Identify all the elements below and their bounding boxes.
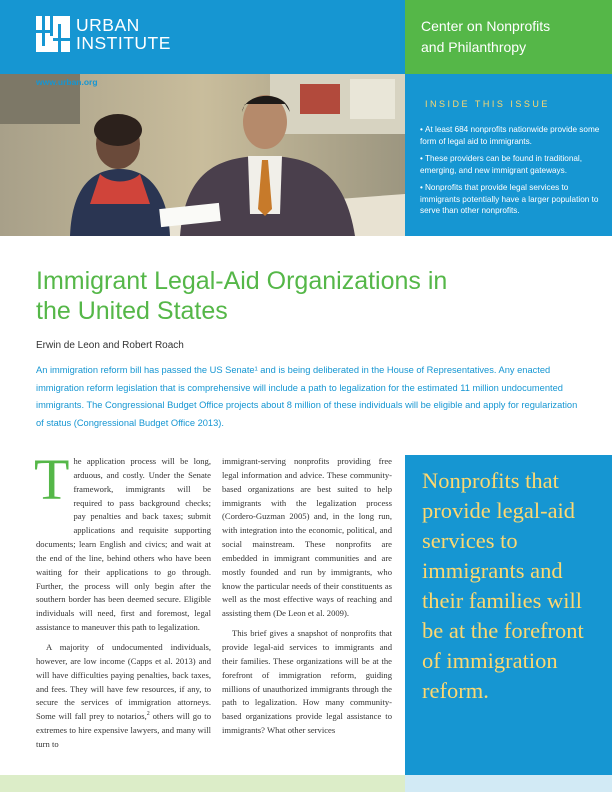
- paragraph: [36, 641, 211, 752]
- authors: Erwin de Leon and Robert Roach: [36, 340, 184, 351]
- abstract: An immigration reform bill has passed the US Senate¹ and is being deliberated in the House of Representatives. Any enacted immigration reform legislation that is comprehensive will include a path to legalization for the estimated 11 million undocumented immigrants. The Congressional Budget Office projects about 8 million of these individuals will be eligible and apply for regularization of status (Congressional Budget Office 2013).: [36, 365, 578, 428]
- footer-strip-green: [0, 775, 405, 792]
- list-item: • Nonprofits that provide legal services to immigrants potentially have a larger population to serve than other nonprofits.: [420, 183, 599, 215]
- paragraph: [34, 447, 211, 635]
- body-column-2: [222, 455, 392, 738]
- urban-institute-logo[interactable]: [36, 16, 196, 56]
- inside-issue-heading: INSIDE THIS ISSUE: [425, 99, 550, 109]
- list-item-text: Nonprofits that provide legal services to immigrants potentially have a larger population to serve than other nonprofits.: [420, 183, 599, 215]
- paragraph-text: he application process will be long, arduous, and costly. Under the Senate framework, immigrants will be required to pass background checks; pay penalties and back taxes; submit applications and requisite supporting documents; learn English and civics; and wait at the end of the line, behind others who have been waiting for their applications to go through. Further, the process will only begin after the southern border has been deemed secure. Eligible individuals will need, first and foremost, legal assistance to maneuver this path to legalization.: [36, 456, 211, 633]
- center-title-line2: and Philanthropy: [421, 39, 527, 55]
- center-title: [421, 16, 601, 58]
- inside-issue-list: [420, 124, 600, 223]
- logo-text-institute: INSTITUTE: [76, 33, 171, 53]
- logo-mark-icon: [36, 16, 70, 52]
- paragraph: immigrant-serving nonprofits providing free legal information and advice. These community-based organizations are best suited to help immigrants with the legalization process (Cordero-Guzman 2005) and, in the long run, with integration into the economic, political, and social mainstream. These nonprofits are embedded in immigrant communities and are mostly founded and run by immigrants, who know the particular needs of their constituents as well as the most effective ways of reaching and assisting them (De Leon et al. 2009).: [222, 456, 392, 619]
- footnote-marker[interactable]: 2: [146, 711, 150, 718]
- list-item-text: These providers can be found in traditional, emerging, and new immigrant gateways.: [420, 154, 583, 175]
- list-item: • At least 684 nonprofits nationwide provide some form of legal aid to immigrants.: [420, 125, 600, 146]
- logo-text-urban: URBAN: [76, 15, 140, 35]
- cover-photo-illustration: [0, 74, 405, 236]
- cover-photo: [0, 74, 405, 236]
- list-item-text: At least 684 nonprofits nationwide provide some form of legal aid to immigrants.: [420, 125, 600, 146]
- center-title-line1: Center on Nonprofits: [421, 18, 551, 34]
- paragraph: This brief gives a snapshot of nonprofits that provide legal-aid services to immigrants and their families. These organizations will be at the forefront of immigration reform, guiding millions of unauthorized immigrants through the path to legalization. How many community-based organizations provide legal assistance to immigrants? What other services: [222, 628, 392, 736]
- page-title: Immigrant Legal-Aid Organizations in the United States: [36, 267, 448, 325]
- pull-quote: Nonprofits that provide legal-aid services to immigrants and their families will be at the forefront of immigration reform.: [422, 468, 584, 703]
- list-item: • These providers can be found in traditional, emerging, and new immigrant gateways.: [420, 154, 583, 175]
- paragraph-text: others will go to extremes to hire expensive lawyers, and many will turn to: [36, 711, 211, 749]
- website-link[interactable]: www.urban.org: [36, 77, 98, 87]
- drop-cap: T: [34, 447, 70, 512]
- body-column-1: [34, 447, 211, 752]
- paragraph-text: A majority of undocumented individuals, however, are low income (Capps et al. 2013) and will have difficulties paying penalties, back taxes, and fees. They will have few resources, if any, to secure the services of immigration attorneys. Some will fall prey to notarios,: [36, 641, 211, 722]
